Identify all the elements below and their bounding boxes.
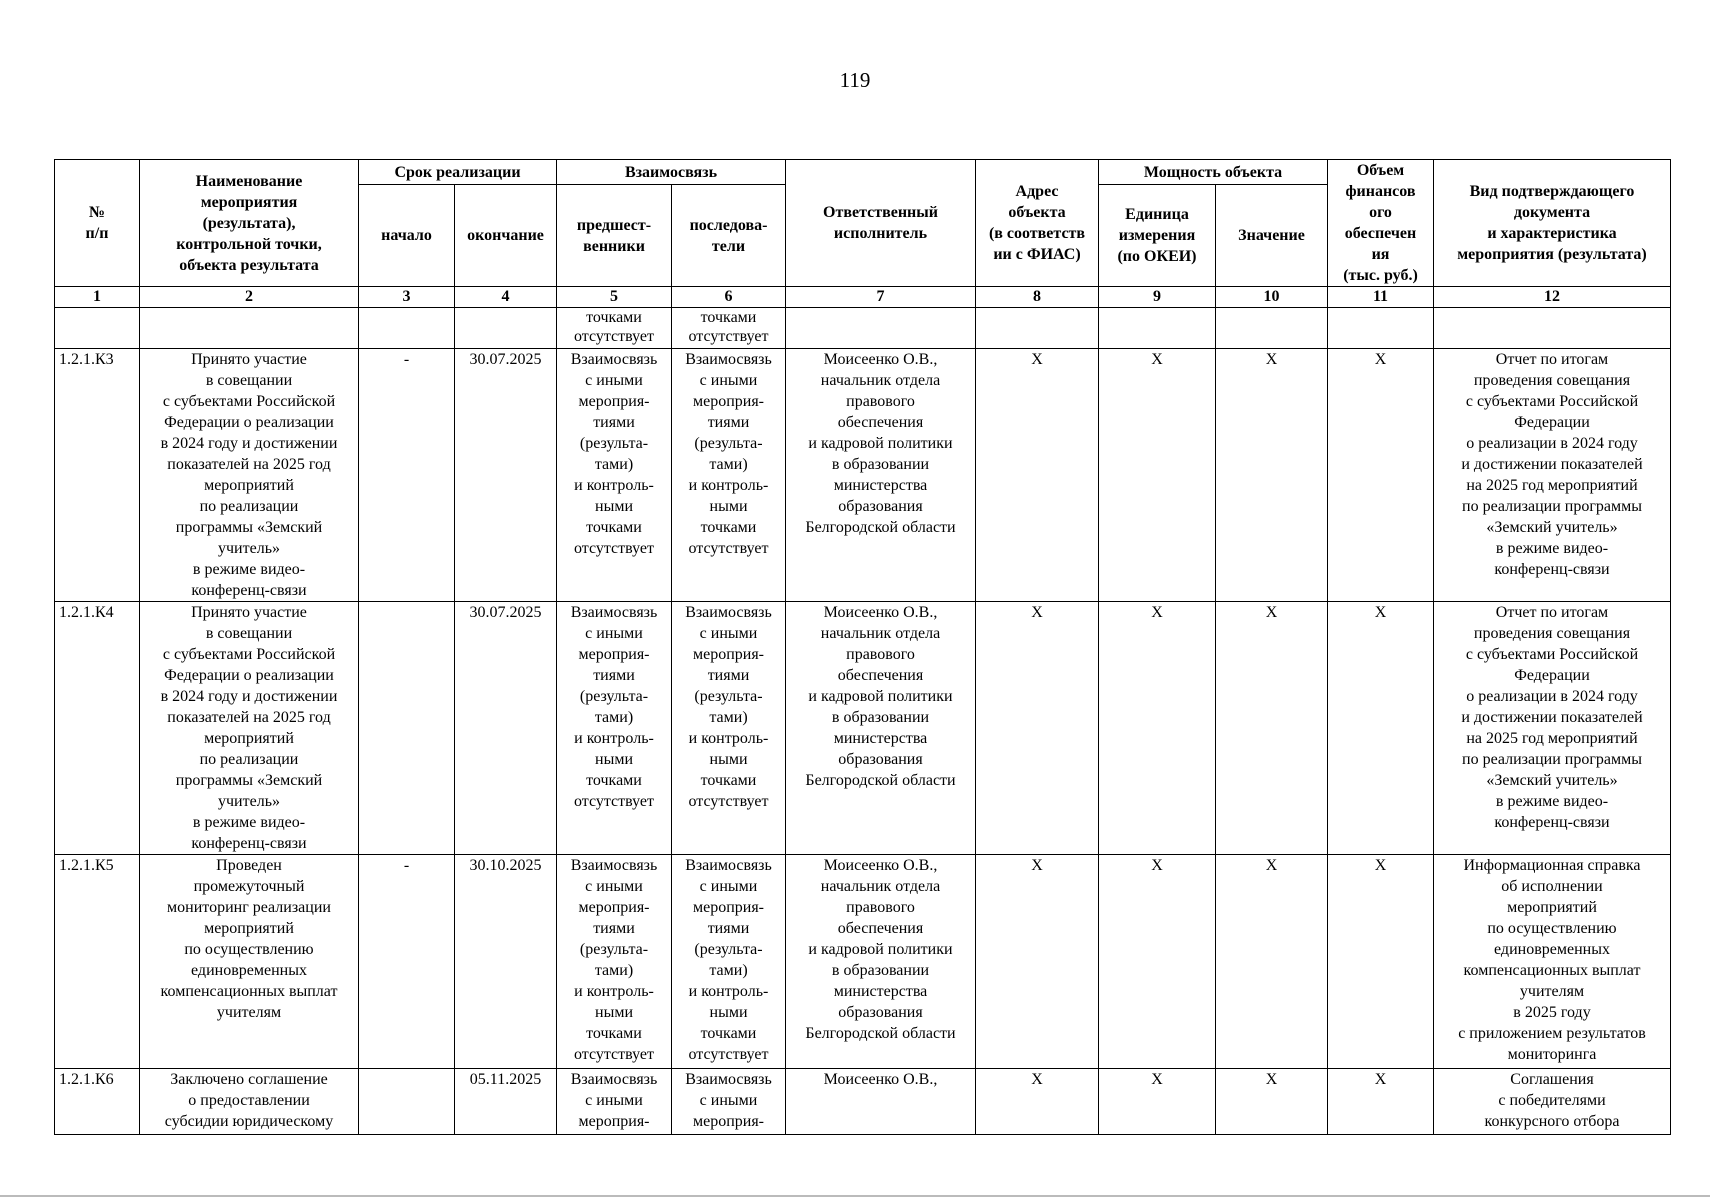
- cell-empty: [55, 308, 140, 349]
- header-name: Наименование мероприятия (результата), контрольной точки, объекта результата: [140, 160, 359, 287]
- cell-value: Х: [1216, 602, 1328, 855]
- cell-empty: [1216, 308, 1328, 349]
- header-responsible: Ответственный исполнитель: [786, 160, 976, 287]
- cell-doc: Информационная справка об исполнении мероприятий по осуществлению единовременных компенсационных выплат учителям в 2025 году с приложением результатов мониторинга: [1434, 855, 1671, 1069]
- column-number: 8: [976, 287, 1099, 308]
- cell-empty: [1099, 308, 1216, 349]
- cell-relation-next: точками отсутствует: [672, 308, 786, 349]
- cell-num: 1.2.1.К6: [55, 1069, 140, 1135]
- page-number: 119: [839, 68, 871, 92]
- header-finance: Объем финансов ого обеспечен ия (тыс. руб.): [1328, 160, 1434, 287]
- column-number: 7: [786, 287, 976, 308]
- cell-num: 1.2.1.К3: [55, 349, 140, 602]
- header-period-end: окончание: [455, 185, 557, 287]
- header-relation-next: последова- тели: [672, 185, 786, 287]
- cell-name: Принято участие в совещании с субъектами Российской Федерации о реализации в 2024 году и достижении показателей на 2025 год мероприятий по реализации программы «Земский учитель» в режиме видео- конференц-связи: [140, 349, 359, 602]
- continuation-row: [55, 308, 1671, 349]
- cell-doc: Соглашения с победителями конкурсного отбора: [1434, 1069, 1671, 1135]
- header-capacity: Мощность объекта: [1099, 160, 1328, 185]
- header-doc-type: Вид подтверждающего документа и характеристика мероприятия (результата): [1434, 160, 1671, 287]
- column-number: 3: [359, 287, 455, 308]
- cell-end: 30.07.2025: [455, 602, 557, 855]
- cell-relation-next: Взаимосвязь с иными мероприя- тиями (результа- тами) и контроль- ными точками отсутствует: [672, 602, 786, 855]
- header-relation: Взаимосвязь: [557, 160, 786, 185]
- cell-address: Х: [976, 349, 1099, 602]
- column-number: 9: [1099, 287, 1216, 308]
- cell-empty: [455, 308, 557, 349]
- cell-address: Х: [976, 602, 1099, 855]
- cell-empty: [1328, 308, 1434, 349]
- column-number: 6: [672, 287, 786, 308]
- column-number: 5: [557, 287, 672, 308]
- cell-start: [359, 602, 455, 855]
- cell-num: 1.2.1.К5: [55, 855, 140, 1069]
- cell-empty: [140, 308, 359, 349]
- cell-finance: Х: [1328, 855, 1434, 1069]
- cell-value: Х: [1216, 855, 1328, 1069]
- column-number: 12: [1434, 287, 1671, 308]
- header-address: Адрес объекта (в соответств ии с ФИАС): [976, 160, 1099, 287]
- table-row: [55, 602, 1671, 855]
- cell-relation-prev: точками отсутствует: [557, 308, 672, 349]
- cell-doc: Отчет по итогам проведения совещания с субъектами Российской Федерации о реализации в 2024 году и достижении показателей на 2025 год мероприятий по реализации программы «Земский учитель» в режиме видео- конференц-связи: [1434, 349, 1671, 602]
- cell-value: Х: [1216, 349, 1328, 602]
- column-number: 1: [55, 287, 140, 308]
- cell-name: Принято участие в совещании с субъектами Российской Федерации о реализации в 2024 году и достижении показателей на 2025 год мероприятий по реализации программы «Земский учитель» в режиме видео- конференц-связи: [140, 602, 359, 855]
- cell-start: -: [359, 855, 455, 1069]
- cell-finance: Х: [1328, 349, 1434, 602]
- cell-end: 30.07.2025: [455, 349, 557, 602]
- cell-responsible: Моисеенко О.В., начальник отдела правового обеспечения и кадровой политики в образовании министерства образования Белгородской области: [786, 602, 976, 855]
- cell-name: Проведен промежуточный мониторинг реализации мероприятий по осуществлению единовременных компенсационных выплат учителям: [140, 855, 359, 1069]
- cell-finance: Х: [1328, 602, 1434, 855]
- cell-unit: Х: [1099, 1069, 1216, 1135]
- cell-empty: [786, 308, 976, 349]
- column-numbers-row: [55, 287, 1671, 308]
- cell-empty: [976, 308, 1099, 349]
- cell-empty: [359, 308, 455, 349]
- header-period: Срок реализации: [359, 160, 557, 185]
- header-relation-prev: предшест- венники: [557, 185, 672, 287]
- cell-end: 30.10.2025: [455, 855, 557, 1069]
- cell-empty: [1434, 308, 1671, 349]
- cell-start: [359, 1069, 455, 1135]
- header-row-top: [55, 160, 1671, 185]
- cell-value: Х: [1216, 1069, 1328, 1135]
- table-row: [55, 855, 1671, 1069]
- activities-table: [54, 159, 1671, 1135]
- cell-name: Заключено соглашение о предоставлении субсидии юридическому: [140, 1069, 359, 1135]
- header-capacity-value: Значение: [1216, 185, 1328, 287]
- column-number: 11: [1328, 287, 1434, 308]
- cell-finance: Х: [1328, 1069, 1434, 1135]
- column-number: 2: [140, 287, 359, 308]
- cell-doc: Отчет по итогам проведения совещания с субъектами Российской Федерации о реализации в 2024 году и достижении показателей на 2025 год мероприятий по реализации программы «Земский учитель» в режиме видео- конференц-связи: [1434, 602, 1671, 855]
- cell-relation-next: Взаимосвязь с иными мероприя- тиями (результа- тами) и контроль- ными точками отсутствует: [672, 855, 786, 1069]
- column-number: 4: [455, 287, 557, 308]
- table-row: [55, 349, 1671, 602]
- cell-relation-prev: Взаимосвязь с иными мероприя-: [557, 1069, 672, 1135]
- cell-relation-prev: Взаимосвязь с иными мероприя- тиями (результа- тами) и контроль- ными точками отсутствует: [557, 602, 672, 855]
- column-number: 10: [1216, 287, 1328, 308]
- cell-unit: Х: [1099, 349, 1216, 602]
- cell-end: 05.11.2025: [455, 1069, 557, 1135]
- header-capacity-unit: Единица измерения (по ОКЕИ): [1099, 185, 1216, 287]
- cell-relation-next: Взаимосвязь с иными мероприя-: [672, 1069, 786, 1135]
- cell-unit: Х: [1099, 602, 1216, 855]
- cell-num: 1.2.1.К4: [55, 602, 140, 855]
- cell-relation-next: Взаимосвязь с иными мероприя- тиями (результа- тами) и контроль- ными точками отсутствует: [672, 349, 786, 602]
- cell-relation-prev: Взаимосвязь с иными мероприя- тиями (результа- тами) и контроль- ными точками отсутствует: [557, 349, 672, 602]
- header-num: № п/п: [55, 160, 140, 287]
- cell-responsible: Моисеенко О.В., начальник отдела правового обеспечения и кадровой политики в образовании министерства образования Белгородской области: [786, 349, 976, 602]
- table-row: [55, 1069, 1671, 1135]
- cell-address: Х: [976, 855, 1099, 1069]
- cell-address: Х: [976, 1069, 1099, 1135]
- cell-responsible: Моисеенко О.В., начальник отдела правового обеспечения и кадровой политики в образовании министерства образования Белгородской области: [786, 855, 976, 1069]
- header-period-start: начало: [359, 185, 455, 287]
- cell-relation-prev: Взаимосвязь с иными мероприя- тиями (результа- тами) и контроль- ными точками отсутствует: [557, 855, 672, 1069]
- cell-start: -: [359, 349, 455, 602]
- scan-edge-line: [0, 1195, 1710, 1197]
- cell-responsible: Моисеенко О.В.,: [786, 1069, 976, 1135]
- cell-unit: Х: [1099, 855, 1216, 1069]
